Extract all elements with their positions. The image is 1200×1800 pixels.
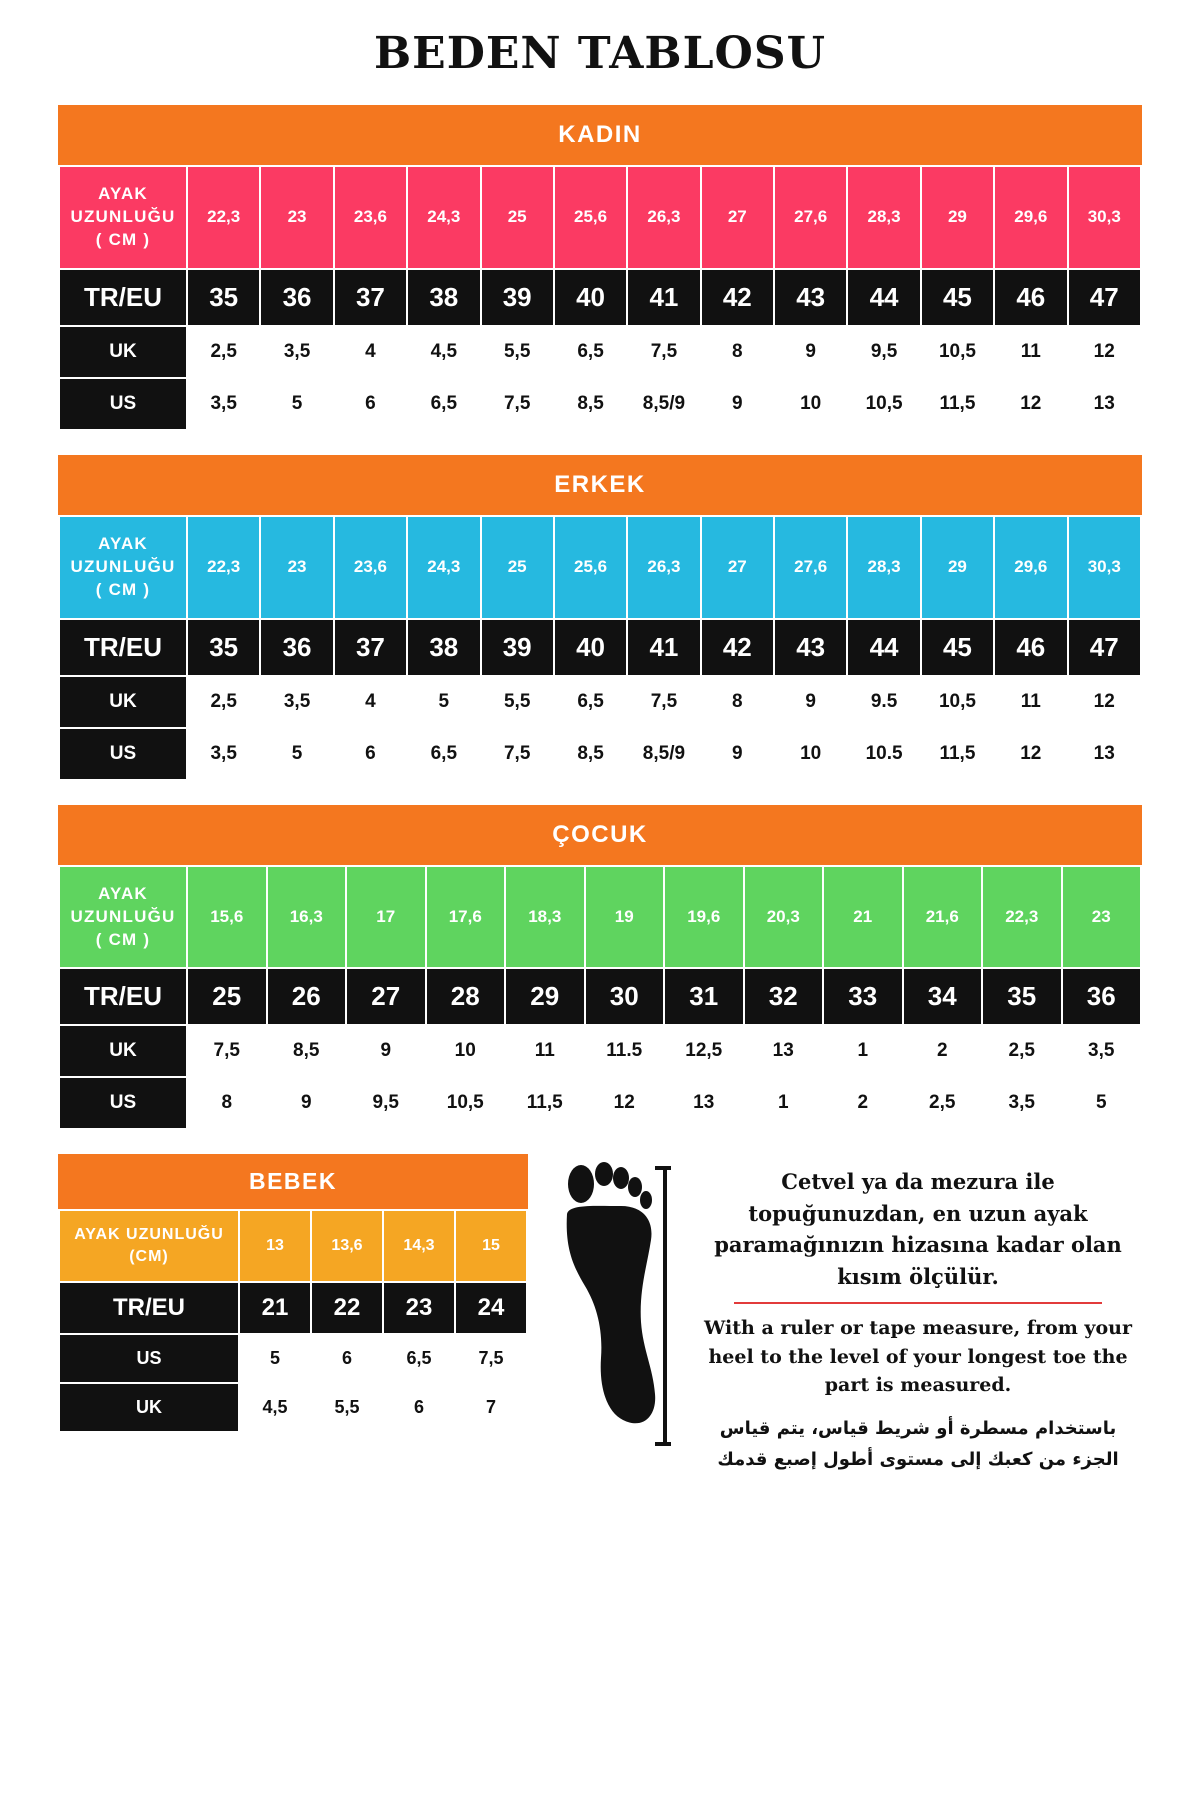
cell: 9: [774, 676, 847, 728]
cell: 9,5: [346, 1077, 426, 1129]
cell: 13: [239, 1210, 311, 1281]
table-row: [59, 1210, 527, 1281]
length-label-line3: ( CM ): [95, 929, 151, 949]
length-label-line2: UZUNLUĞU: [70, 556, 176, 576]
cell: 46: [994, 619, 1067, 676]
cell: 4,5: [407, 326, 480, 378]
cell: 40: [554, 619, 627, 676]
cell: 4: [334, 326, 407, 378]
cell: 8,5/9: [627, 728, 700, 780]
row-label-uk: UK: [59, 1383, 239, 1432]
cell: 21,6: [903, 866, 983, 969]
cell: 23: [383, 1282, 455, 1334]
divider: [734, 1302, 1102, 1304]
cell: 29,6: [994, 516, 1067, 619]
cell: 33: [823, 968, 903, 1025]
table-erkek: [58, 515, 1142, 781]
table-row: [59, 269, 1141, 326]
cell: 19,6: [664, 866, 744, 969]
cell: 5,5: [481, 326, 554, 378]
cell: 20,3: [744, 866, 824, 969]
cell: 43: [774, 269, 847, 326]
cell: 1: [744, 1077, 824, 1129]
cell: 7,5: [481, 378, 554, 430]
row-label-us: US: [59, 378, 187, 430]
cell: 28,3: [847, 516, 920, 619]
cell: 2: [823, 1077, 903, 1129]
cell: 11: [994, 676, 1067, 728]
cell: 11,5: [921, 728, 994, 780]
cell: 7,5: [627, 676, 700, 728]
cell: 12: [1068, 326, 1142, 378]
cell: 43: [774, 619, 847, 676]
cell: 36: [260, 269, 333, 326]
cell: 15: [455, 1210, 527, 1281]
cell: 36: [260, 619, 333, 676]
table-row: [59, 326, 1141, 378]
cell: 5: [1062, 1077, 1142, 1129]
cell: 12: [994, 728, 1067, 780]
cell: 2,5: [982, 1025, 1062, 1077]
cell: 5: [260, 728, 333, 780]
cell: 24,3: [407, 166, 480, 269]
cell: 27: [701, 516, 774, 619]
cell: 3,5: [260, 326, 333, 378]
cell: 23,6: [334, 516, 407, 619]
measurement-notes: [694, 1154, 1142, 1475]
cell: 9: [774, 326, 847, 378]
cell: 25,6: [554, 516, 627, 619]
cell: 10,5: [426, 1077, 506, 1129]
section-band-cocuk: ÇOCUK: [58, 805, 1142, 865]
cell: 42: [701, 269, 774, 326]
table-row: [59, 516, 1141, 619]
cell: 27,6: [774, 166, 847, 269]
cell: 3,5: [1062, 1025, 1142, 1077]
length-label-line3: ( CM ): [95, 229, 151, 249]
cell: 41: [627, 269, 700, 326]
cell: 27,6: [774, 516, 847, 619]
cell: 22,3: [187, 516, 260, 619]
row-label-tr-eu: TR/EU: [59, 1282, 239, 1334]
cell: 8,5: [554, 378, 627, 430]
cell: 12: [585, 1077, 665, 1129]
cell: 8: [187, 1077, 267, 1129]
cell: 23: [1062, 866, 1142, 969]
cell: 39: [481, 619, 554, 676]
cell: 3,5: [982, 1077, 1062, 1129]
cell: 23: [260, 516, 333, 619]
cell: 9: [346, 1025, 426, 1077]
cell: 7,5: [627, 326, 700, 378]
table-row: [59, 866, 1141, 969]
row-label-uk: UK: [59, 1025, 187, 1077]
cell: 10.5: [847, 728, 920, 780]
cell: 28: [426, 968, 506, 1025]
cell: 44: [847, 269, 920, 326]
cell: 5: [407, 676, 480, 728]
cell: 7,5: [455, 1334, 527, 1383]
cell: 2,5: [187, 326, 260, 378]
cell: 38: [407, 269, 480, 326]
cell: 30: [585, 968, 665, 1025]
table-row: [59, 1334, 527, 1383]
table-row: [59, 1282, 527, 1334]
section-band-bebek: BEBEK: [58, 1154, 528, 1209]
cell: 6: [334, 728, 407, 780]
cell: 4,5: [239, 1383, 311, 1432]
cell: 15,6: [187, 866, 267, 969]
cell: 25: [481, 516, 554, 619]
cell: 9,5: [847, 326, 920, 378]
cell: 5,5: [311, 1383, 383, 1432]
table-kadin: [58, 165, 1142, 431]
cell: 7: [455, 1383, 527, 1432]
cell: 46: [994, 269, 1067, 326]
cell: 3,5: [187, 378, 260, 430]
cell: 21: [823, 866, 903, 969]
cell: 4: [334, 676, 407, 728]
cell: 10,5: [921, 676, 994, 728]
cell: 1: [823, 1025, 903, 1077]
cell: 3,5: [187, 728, 260, 780]
cell: 35: [187, 619, 260, 676]
cell: 40: [554, 269, 627, 326]
cell: 30,3: [1068, 516, 1142, 619]
cell: 41: [627, 619, 700, 676]
table-row: [59, 676, 1141, 728]
cell: 10: [774, 728, 847, 780]
cell: 13: [1068, 378, 1142, 430]
cell: 26,3: [627, 516, 700, 619]
cell: 19: [585, 866, 665, 969]
cell: 13,6: [311, 1210, 383, 1281]
cell: 10,5: [847, 378, 920, 430]
cell: 13: [664, 1077, 744, 1129]
size-table-erkek: [58, 455, 1142, 781]
footprint-icon: [551, 1162, 671, 1452]
cell: 21: [239, 1282, 311, 1334]
length-label-line1: AYAK: [98, 883, 148, 903]
cell: 28,3: [847, 166, 920, 269]
cell: 11.5: [585, 1025, 665, 1077]
cell: 8,5: [267, 1025, 347, 1077]
cell: 24: [455, 1282, 527, 1334]
cell: 9: [701, 378, 774, 430]
cell: 29,6: [994, 166, 1067, 269]
cell: 29: [505, 968, 585, 1025]
cell: 36: [1062, 968, 1142, 1025]
table-row: [59, 1077, 1141, 1129]
cell: 13: [1068, 728, 1142, 780]
row-label-us: US: [59, 1334, 239, 1383]
cell: 31: [664, 968, 744, 1025]
cell: 10: [426, 1025, 506, 1077]
cell: 45: [921, 269, 994, 326]
table-row: [59, 728, 1141, 780]
length-label-line2: UZUNLUĞU: [70, 206, 176, 226]
row-label-tr-eu: TR/EU: [59, 968, 187, 1025]
cell: 26: [267, 968, 347, 1025]
cell: 9.5: [847, 676, 920, 728]
cell: 38: [407, 619, 480, 676]
cell: 44: [847, 619, 920, 676]
row-label-length: [59, 1210, 239, 1281]
cell: 3,5: [260, 676, 333, 728]
cell: 32: [744, 968, 824, 1025]
cell: 35: [187, 269, 260, 326]
cell: 26,3: [627, 166, 700, 269]
length-label-line2: UZUNLUĞU: [70, 906, 176, 926]
row-label-uk: UK: [59, 326, 187, 378]
cell: 11: [994, 326, 1067, 378]
cell: 10,5: [921, 326, 994, 378]
cell: 18,3: [505, 866, 585, 969]
cell: 2,5: [903, 1077, 983, 1129]
cell: 47: [1068, 619, 1142, 676]
cell: 2,5: [187, 676, 260, 728]
cell: 34: [903, 968, 983, 1025]
row-label-length: [59, 166, 187, 269]
section-band-erkek: ERKEK: [58, 455, 1142, 515]
cell: 6,5: [554, 676, 627, 728]
cell: 12,5: [664, 1025, 744, 1077]
cell: 29: [921, 166, 994, 269]
cell: 25: [187, 968, 267, 1025]
cell: 39: [481, 269, 554, 326]
note-arabic: باستخدام مسطرة أو شريط قياس، يتم قياس الجزء من كعبك إلى مستوى أطول إصبع قدمك: [717, 1417, 1119, 1470]
cell: 10: [774, 378, 847, 430]
cell: 16,3: [267, 866, 347, 969]
cell: 6,5: [407, 728, 480, 780]
cell: 37: [334, 619, 407, 676]
cell: 42: [701, 619, 774, 676]
cell: 12: [1068, 676, 1142, 728]
cell: 7,5: [187, 1025, 267, 1077]
cell: 11: [505, 1025, 585, 1077]
table-bebek: [58, 1209, 528, 1432]
size-table-cocuk: [58, 805, 1142, 1131]
cell: 13: [744, 1025, 824, 1077]
page-title: BEDEN TABLOSU: [373, 28, 827, 79]
row-label-us: US: [59, 728, 187, 780]
cell: 35: [982, 968, 1062, 1025]
size-table-bebek: [58, 1154, 528, 1432]
cell: 6: [383, 1383, 455, 1432]
cell: 17: [346, 866, 426, 969]
cell: 8: [701, 326, 774, 378]
cell: 2: [903, 1025, 983, 1077]
cell: 27: [701, 166, 774, 269]
row-label-us: US: [59, 1077, 187, 1129]
row-label-uk: UK: [59, 676, 187, 728]
cell: 8: [701, 676, 774, 728]
cell: 14,3: [383, 1210, 455, 1281]
cell: 6,5: [554, 326, 627, 378]
table-row: [59, 1383, 527, 1432]
length-label-unit: (CM): [129, 1248, 169, 1266]
cell: 6: [334, 378, 407, 430]
table-row: [59, 968, 1141, 1025]
cell: 17,6: [426, 866, 506, 969]
length-label-line1: AYAK: [98, 533, 148, 553]
cell: 30,3: [1068, 166, 1142, 269]
cell: 29: [921, 516, 994, 619]
cell: 9: [701, 728, 774, 780]
cell: 25: [481, 166, 554, 269]
cell: 8,5: [554, 728, 627, 780]
cell: 45: [921, 619, 994, 676]
cell: 22: [311, 1282, 383, 1334]
size-table-kadin: [58, 105, 1142, 431]
cell: 12: [994, 378, 1067, 430]
length-label-inline: AYAK UZUNLUĞU: [74, 1226, 224, 1244]
cell: 9: [267, 1077, 347, 1129]
measure-bar-icon: [655, 1168, 671, 1444]
cell: 37: [334, 269, 407, 326]
cell: 6,5: [407, 378, 480, 430]
row-label-length: [59, 866, 187, 969]
cell: 11,5: [505, 1077, 585, 1129]
cell: 22,3: [982, 866, 1062, 969]
cell: 23,6: [334, 166, 407, 269]
cell: 27: [346, 968, 426, 1025]
row-label-length: [59, 516, 187, 619]
foot-measure-illustration: [546, 1154, 676, 1452]
table-row: [59, 378, 1141, 430]
cell: 6: [311, 1334, 383, 1383]
cell: 24,3: [407, 516, 480, 619]
row-label-tr-eu: TR/EU: [59, 619, 187, 676]
length-label-line3: ( CM ): [95, 579, 151, 599]
row-label-tr-eu: TR/EU: [59, 269, 187, 326]
cell: 11,5: [921, 378, 994, 430]
cell: 5,5: [481, 676, 554, 728]
section-band-kadin: KADIN: [58, 105, 1142, 165]
table-row: [59, 619, 1141, 676]
cell: 5: [260, 378, 333, 430]
note-english: With a ruler or tape measure, from your heel to the level of your longest toe the part is measured.: [704, 1317, 1132, 1397]
cell: 23: [260, 166, 333, 269]
bottom-area: [58, 1154, 1142, 1475]
cell: 47: [1068, 269, 1142, 326]
table-cocuk: [58, 865, 1142, 1131]
table-row: [59, 166, 1141, 269]
cell: 6,5: [383, 1334, 455, 1383]
length-label-line1: AYAK: [98, 184, 148, 203]
cell: 25,6: [554, 166, 627, 269]
cell: 22,3: [187, 166, 260, 269]
cell: 5: [239, 1334, 311, 1383]
table-row: [59, 1025, 1141, 1077]
cell: 7,5: [481, 728, 554, 780]
note-turkish: Cetvel ya da mezura ile topuğunuzdan, en uzun ayak paramağınızın hizasına kadar olan kısım ölçülür.: [714, 1169, 1122, 1289]
cell: 8,5/9: [627, 378, 700, 430]
